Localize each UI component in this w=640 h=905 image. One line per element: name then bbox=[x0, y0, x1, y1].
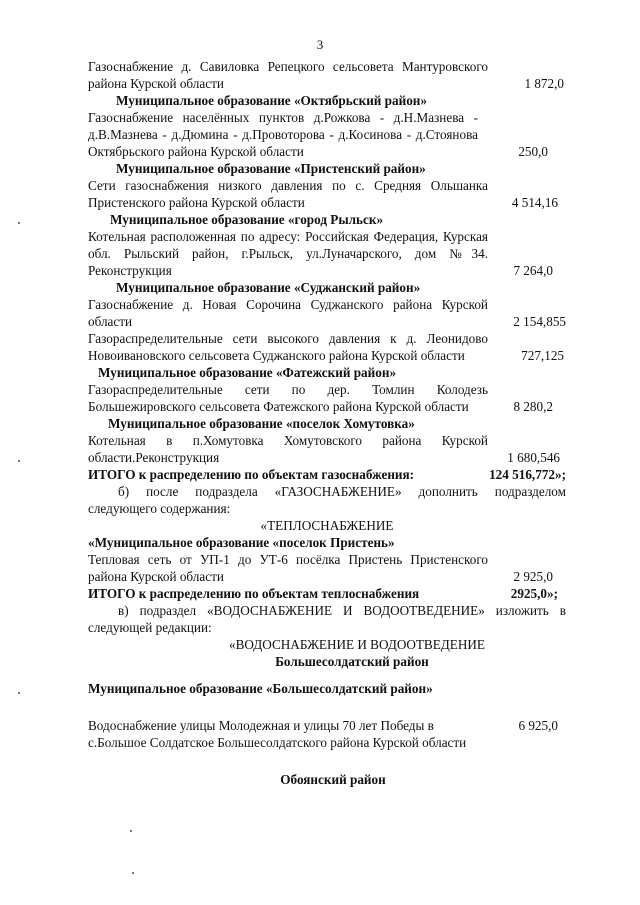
item-description: Газоснабжение д. Савиловка Репецкого сельсовета Мантуровского района Курской области bbox=[88, 59, 488, 91]
list-item bbox=[88, 58, 564, 92]
item-amount: 1 872,0 bbox=[524, 76, 564, 91]
scan-speck bbox=[18, 460, 20, 462]
total-label: ИТОГО к распределению по объектам газоснабжения: bbox=[88, 467, 415, 482]
scan-speck bbox=[130, 830, 132, 832]
item-amount: 250,0 bbox=[518, 144, 548, 159]
item-description: Котельная в п.Хомутовка Хомутовского района Курской области.Реконструкция bbox=[88, 433, 488, 465]
section-heading: Муниципальное образование «Октябрьский район» bbox=[116, 93, 427, 108]
list-item bbox=[88, 177, 558, 211]
amendment-paragraph: б) после подраздела «ГАЗОСНАБЖЕНИЕ» дополнить подразделом следующего содержания: bbox=[88, 484, 566, 516]
document-body bbox=[88, 58, 566, 788]
section-heading: Муниципальное образование «Пристенский район» bbox=[116, 161, 426, 176]
list-item bbox=[88, 228, 553, 279]
section-heading: Муниципальное образование «Фатежский район» bbox=[98, 365, 397, 380]
list-item bbox=[88, 551, 553, 585]
district-title: Обоянский район bbox=[280, 772, 386, 787]
list-item bbox=[88, 109, 548, 160]
section-title: «ТЕПЛОСНАБЖЕНИЕ bbox=[260, 518, 394, 533]
section-title: «ВОДОСНАБЖЕНИЕ И ВОДООТВЕДЕНИЕ bbox=[229, 637, 485, 652]
item-description: Тепловая сеть от УП-1 до УТ-6 посёлка Пристень Пристенского района Курской области bbox=[88, 552, 488, 584]
page-number: 3 bbox=[316, 37, 324, 52]
section-heading: «Муниципальное образование «поселок Пристень» bbox=[88, 535, 395, 550]
section-heading: Муниципальное образование «Большесолдатский район» bbox=[88, 681, 433, 696]
item-description: Водоснабжение улицы Молодежная и улицы 70 лет Победы в с.Большое Солдатское Большесолдатского района Курской области bbox=[88, 718, 467, 750]
item-description: Газоснабжение населённых пунктов д.Рожкова - д.Н.Мазнева - д.В.Мазнева - д.Дюмина - д.Провоторова - д.Косинова - д.Стоянова Октябрьского района Курской области bbox=[88, 110, 478, 159]
item-amount: 8 280,2 bbox=[513, 399, 553, 414]
item-amount: 7 264,0 bbox=[513, 263, 553, 278]
item-amount: 6 925,0 bbox=[518, 718, 558, 733]
section-heading: Муниципальное образование «Суджанский район» bbox=[116, 280, 421, 295]
item-amount: 1 680,546 bbox=[507, 450, 560, 465]
item-description: Газоснабжение д. Новая Сорочина Суджанского района Курской области bbox=[88, 297, 488, 329]
scan-speck bbox=[132, 872, 134, 874]
item-description: Сети газоснабжения низкого давления по с. Средняя Ольшанка Пристенского района Курской области bbox=[88, 178, 488, 210]
item-description: Газораспределительные сети по дер. Томлин Колодезь Большежировского сельсовета Фатежского района Курской области bbox=[88, 382, 488, 414]
section-heading: Муниципальное образование «поселок Хомутовка» bbox=[108, 416, 415, 431]
amendment-paragraph: в) подраздел «ВОДОСНАБЖЕНИЕ И ВОДООТВЕДЕНИЕ» изложить в следующей редакции: bbox=[88, 603, 566, 635]
list-item bbox=[88, 381, 553, 415]
total-amount: 124 516,772»; bbox=[489, 467, 566, 482]
item-amount: 2 925,0 bbox=[513, 569, 553, 584]
scan-speck bbox=[18, 692, 20, 694]
item-description: Котельная расположенная по адресу: Российская Федерация, Курская обл. Рыльский район, г.Рыльск, ул.Луначарского, дом №34. Реконструкция bbox=[88, 229, 488, 278]
list-item bbox=[88, 296, 566, 330]
heat-total bbox=[88, 585, 558, 602]
item-amount: 2 154,855 bbox=[513, 314, 566, 329]
list-item bbox=[88, 330, 564, 364]
list-item bbox=[88, 717, 558, 751]
item-amount: 4 514,16 bbox=[511, 195, 558, 210]
item-amount: 727,125 bbox=[521, 348, 564, 363]
scan-speck bbox=[18, 222, 20, 224]
district-title: Большесолдатский район bbox=[275, 654, 429, 669]
total-label: ИТОГО к распределению по объектам теплоснабжения bbox=[88, 586, 420, 601]
gas-total bbox=[88, 466, 566, 483]
item-description: Газораспределительные сети высокого давления к д. Леонидово Новоивановского сельсовета Суджанского района Курской области bbox=[88, 331, 488, 363]
total-amount: 2925,0»; bbox=[510, 586, 558, 601]
section-heading: Муниципальное образование «город Рыльск» bbox=[110, 212, 384, 227]
list-item bbox=[88, 432, 560, 466]
